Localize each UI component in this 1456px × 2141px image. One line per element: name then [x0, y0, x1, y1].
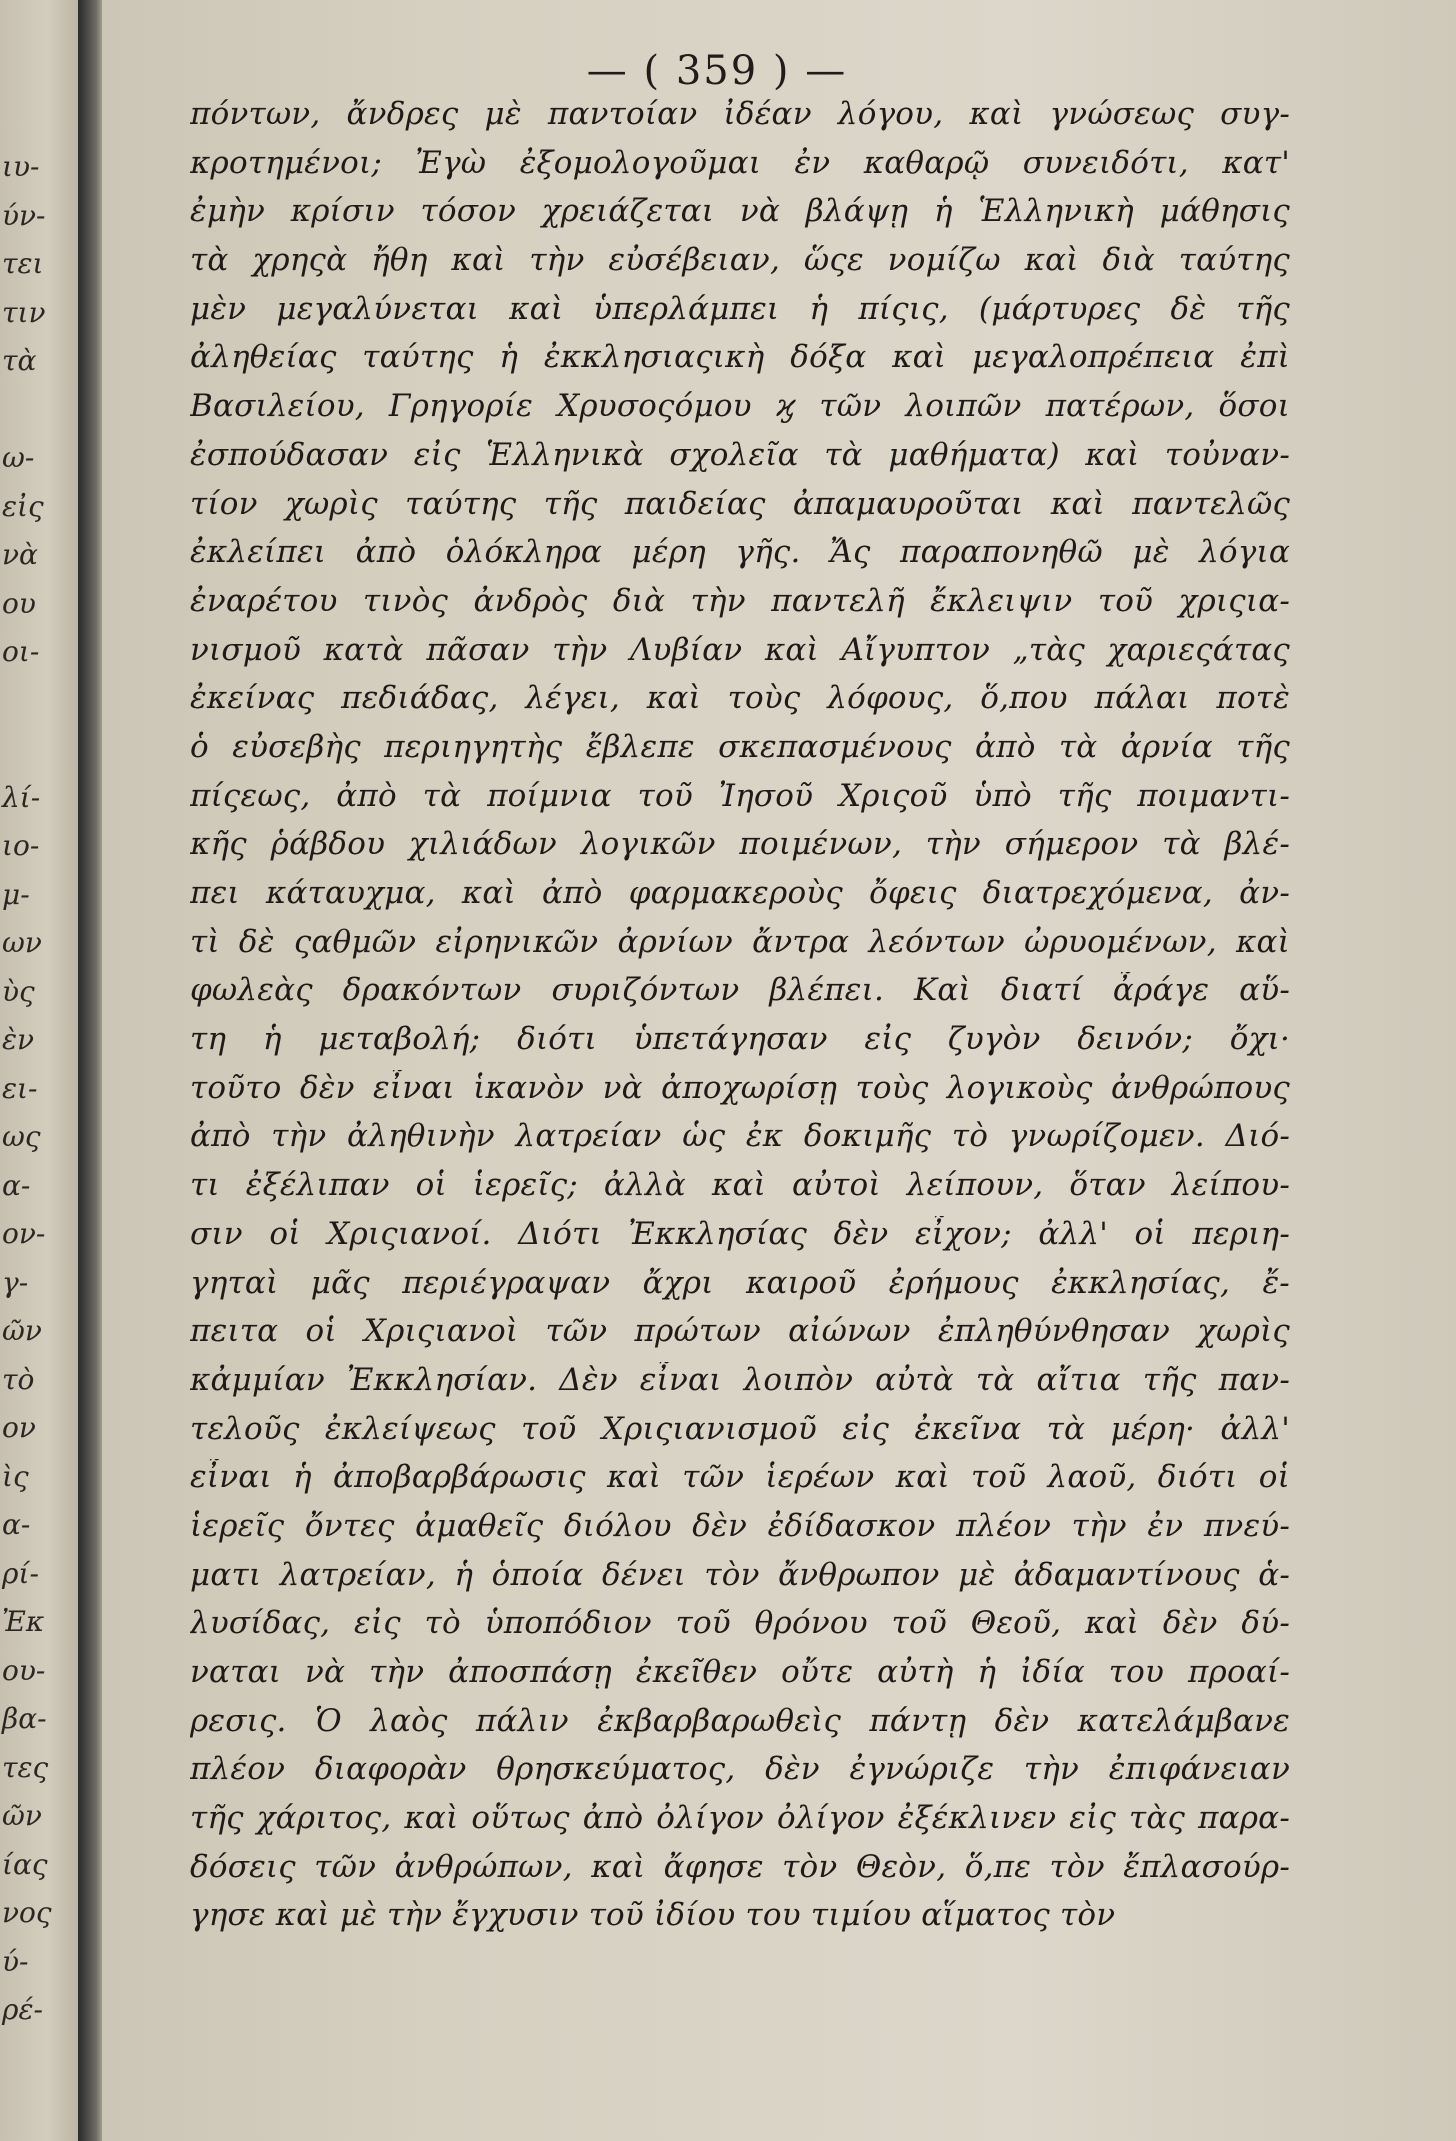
text-line: ἐσπούδασαν εἰς Ἑλληνικὰ σχολεῖα τὰ μαθήματα) καὶ τοὐναν-: [190, 436, 1290, 473]
margin-fragment: ως: [2, 1120, 41, 1153]
margin-fragment: [0, 684, 78, 733]
margin-fragment: τει: [2, 247, 44, 280]
margin-fragment: ου: [2, 586, 36, 620]
text-line: τὶ δὲ ςαθμῶν εἰρηνικῶν ἀρνίων ἄντρα λεόντων ὠρυομένων, καὶ: [190, 923, 1290, 960]
margin-fragment: τὰ: [2, 344, 37, 377]
margin-fragment: νος: [2, 1896, 52, 1929]
margin-fragment: Ἐκ: [2, 1605, 45, 1638]
page-number-header: — ( 359 ) —: [586, 48, 848, 94]
margin-fragment: τες: [2, 1750, 49, 1784]
margin-fragment: ει-: [2, 1071, 38, 1105]
margin-fragment: α-: [2, 1168, 31, 1202]
margin-fragment: ῶν: [2, 1799, 42, 1832]
text-line: ναται νὰ τὴν ἀποσπάσῃ ἐκεῖθεν οὔτε αὐτὴ ἡ ἰδία του προαί-: [190, 1654, 1290, 1690]
text-line: ὁ εὐσεβὴς περιηγητὴς ἔβλεπε σκεπασμένους ἀπὸ τὰ ἀρνία τῆς: [190, 728, 1290, 765]
text-line: γησε καὶ μὲ τὴν ἔγχυσιν τοῦ ἰδίου του τιμίου αἵματος τὸν: [190, 1897, 1116, 1934]
text-line: δόσεις τῶν ἀνθρώπων, καὶ ἄφησε τὸν Θεὸν, ὅ,πε τὸν ἔπλασούρ-: [190, 1848, 1290, 1885]
margin-fragment: ου-: [2, 1653, 46, 1687]
text-line: τὰ χρηςὰ ἤθη καὶ τὴν εὐσέβειαν, ὥςε νομίζω καὶ διὰ ταύτης: [190, 242, 1290, 279]
text-line: ματι λατρείαν, ἡ ὁποία δένει τὸν ἄνθρωπον μὲ ἀδαμαντίνους ἁ-: [190, 1556, 1290, 1593]
text-line: ἐκλείπει ἀπὸ ὁλόκληρα μέρη γῆς. Ἄς παραπονηθῶ μὲ λόγια: [190, 534, 1290, 571]
text-line: λυσίδας, εἰς τὸ ὑποπόδιον τοῦ θρόνου τοῦ Θεοῦ, καὶ δὲν δύ-: [190, 1605, 1290, 1642]
margin-fragment: ῶν: [2, 1314, 42, 1347]
text-line: τῆς χάριτος, καὶ οὕτως ἀπὸ ὀλίγον ὀλίγον ἐξέκλινεν εἰς τὰς παρα-: [190, 1800, 1290, 1837]
book-gutter: [78, 0, 102, 2141]
text-line: φωλεὰς δρακόντων συριζόντων βλέπει. Καὶ διατί ἆράγε αὕ-: [190, 972, 1290, 1009]
margin-fragment: ὶς: [2, 1459, 29, 1493]
margin-fragment: ύν-: [2, 198, 46, 232]
margin-fragment: ύ-: [2, 1944, 29, 1978]
margin-fragment: βα-: [2, 1702, 47, 1735]
text-line: ἀληθείας ταύτης ἡ ἐκκλησιαςικὴ δόξα καὶ μεγαλοπρέπεια ἐπὶ: [190, 339, 1290, 376]
text-line: γηταὶ μᾶς περιέγραψαν ἄχρι καιροῦ ἐρήμους ἐκκλησίας, ἔ-: [190, 1264, 1290, 1301]
text-line: ἐκείνας πεδιάδας, λέγει, καὶ τοὺς λόφους, ὅ,που πάλαι ποτὲ: [190, 680, 1290, 717]
text-line: πει κάταυχμα, καὶ ἀπὸ φαρμακεροὺς ὄφεις διατρεχόμενα, ἀν-: [190, 875, 1290, 911]
text-line: τι ἐξέλιπαν οἱ ἱερεῖς; ἀλλὰ καὶ αὐτοὶ λείπουν, ὅταν λείπου-: [190, 1167, 1290, 1204]
text-line: πλέον διαφορὰν θρησκεύματος, δὲν ἐγνώριζε τὴν ἐπιφάνειαν: [190, 1751, 1290, 1788]
text-line: πειτα οἱ Χριςιανοὶ τῶν πρώτων αἰώνων ἐπληθύνθησαν χωρὶς: [190, 1313, 1290, 1350]
margin-fragment: ον: [2, 1411, 36, 1444]
text-line: κῆς ῥάβδου χιλιάδων λογικῶν ποιμένων, τὴν σήμερον τὰ βλέ-: [190, 826, 1290, 863]
left-margin-fragments: [0, 150, 78, 2042]
text-line: τοῦτο δὲν εἶναι ἱκανὸν νὰ ἀποχωρίσῃ τοὺς λογικοὺς ἀνθρώπους: [190, 1069, 1290, 1106]
text-line: τελοῦς ἐκλείψεως τοῦ Χριςιανισμοῦ εἰς ἐκεῖνα τὰ μέρη· ἀλλ': [190, 1410, 1290, 1447]
margin-fragment: νὰ: [2, 538, 38, 571]
margin-fragment: τιν: [2, 295, 46, 329]
margin-fragment: ίας: [2, 1847, 48, 1881]
margin-fragment: ρί-: [2, 1556, 39, 1590]
text-line: ἱερεῖς ὄντες ἀμαθεῖς διόλου δὲν ἐδίδασκον πλέον τὴν ἐν πνεύ-: [190, 1507, 1290, 1544]
text-line: πίςεως, ἀπὸ τὰ ποίμνια τοῦ Ἰησοῦ Χριςοῦ ὑπὸ τῆς ποιμαντι-: [190, 777, 1290, 814]
text-line: εἶναι ἡ ἀποβαρβάρωσις καὶ τῶν ἱερέων καὶ τοῦ λαοῦ, διότι οἱ: [190, 1459, 1290, 1496]
margin-fragment: οι-: [2, 635, 40, 668]
margin-fragment: ων: [2, 926, 42, 959]
text-line: τίον χωρὶς ταύτης τῆς παιδείας ἀπαμαυροῦται καὶ παντελῶς: [190, 485, 1290, 522]
margin-fragment: τὸ: [2, 1362, 35, 1396]
text-line: σιν οἱ Χριςιανοί. Διότι Ἐκκλησίας δὲν εἶχον; ἀλλ' οἱ περιη-: [190, 1215, 1290, 1252]
text-line: κἀμμίαν Ἐκκλησίαν. Δὲν εἶναι λοιπὸν αὐτὰ τὰ αἴτια τῆς παν-: [190, 1361, 1290, 1398]
left-page-edge: [0, 0, 78, 2141]
margin-fragment: α-: [2, 1508, 31, 1541]
margin-fragment: [0, 732, 78, 781]
margin-fragment: [0, 393, 78, 442]
margin-fragment: ὺς: [2, 974, 35, 1008]
margin-fragment: μ-: [2, 877, 30, 911]
margin-fragment: ὲν: [2, 1023, 35, 1056]
margin-fragment: ιυ-: [2, 150, 40, 183]
text-line: κροτημένοι; Ἐγὼ ἐξομολογοῦμαι ἐν καθαρῷ συνειδότι, κατ': [190, 144, 1290, 181]
text-line: Βασιλείου, Γρηγορίε Χρυσοςόμου ϗ τῶν λοιπῶν πατέρων, ὅσοι: [190, 388, 1290, 425]
text-line: τη ἡ μεταβολή; διότι ὑπετάγησαν εἰς ζυγὸν δεινόν; ὄχι·: [190, 1021, 1290, 1058]
text-line: ἐμὴν κρίσιν τόσον χρειάζεται νὰ βλάψῃ ἡ Ἑλληνικὴ μάθησις: [190, 193, 1290, 230]
text-line: ἐναρέτου τινὸς ἀνδρὸς διὰ τὴν παντελῆ ἔκλειψιν τοῦ χριςια-: [190, 582, 1290, 619]
margin-fragment: λί-: [2, 780, 41, 814]
margin-fragment: ω-: [2, 441, 35, 474]
text-line: μὲν μεγαλύνεται καὶ ὑπερλάμπει ἡ πίςις, (μάρτυρες δὲ τῆς: [190, 290, 1290, 327]
body-text: [190, 96, 1290, 1946]
text-line: νισμοῦ κατὰ πᾶσαν τὴν Λυβίαν καὶ Αἴγυπτον „τὰς χαριεςάτας: [190, 631, 1290, 668]
text-line: πόντων, ἄνδρες μὲ παντοίαν ἰδέαν λόγου, καὶ γνώσεως συγ-: [190, 96, 1290, 132]
text-line: ρεσις. Ὁ λαὸς πάλιν ἐκβαρβαρωθεὶς πάντῃ δὲν κατελάμβανε: [190, 1702, 1290, 1739]
margin-fragment: ον-: [2, 1217, 46, 1250]
margin-fragment: ρέ-: [2, 1993, 43, 2026]
margin-fragment: εἰς: [2, 489, 44, 523]
text-line: ἀπὸ τὴν ἀληθινὴν λατρείαν ὡς ἐκ δοκιμῆς τὸ γνωρίζομεν. Διό-: [190, 1118, 1290, 1155]
margin-fragment: ιο-: [2, 829, 40, 862]
margin-fragment: γ-: [2, 1265, 29, 1299]
